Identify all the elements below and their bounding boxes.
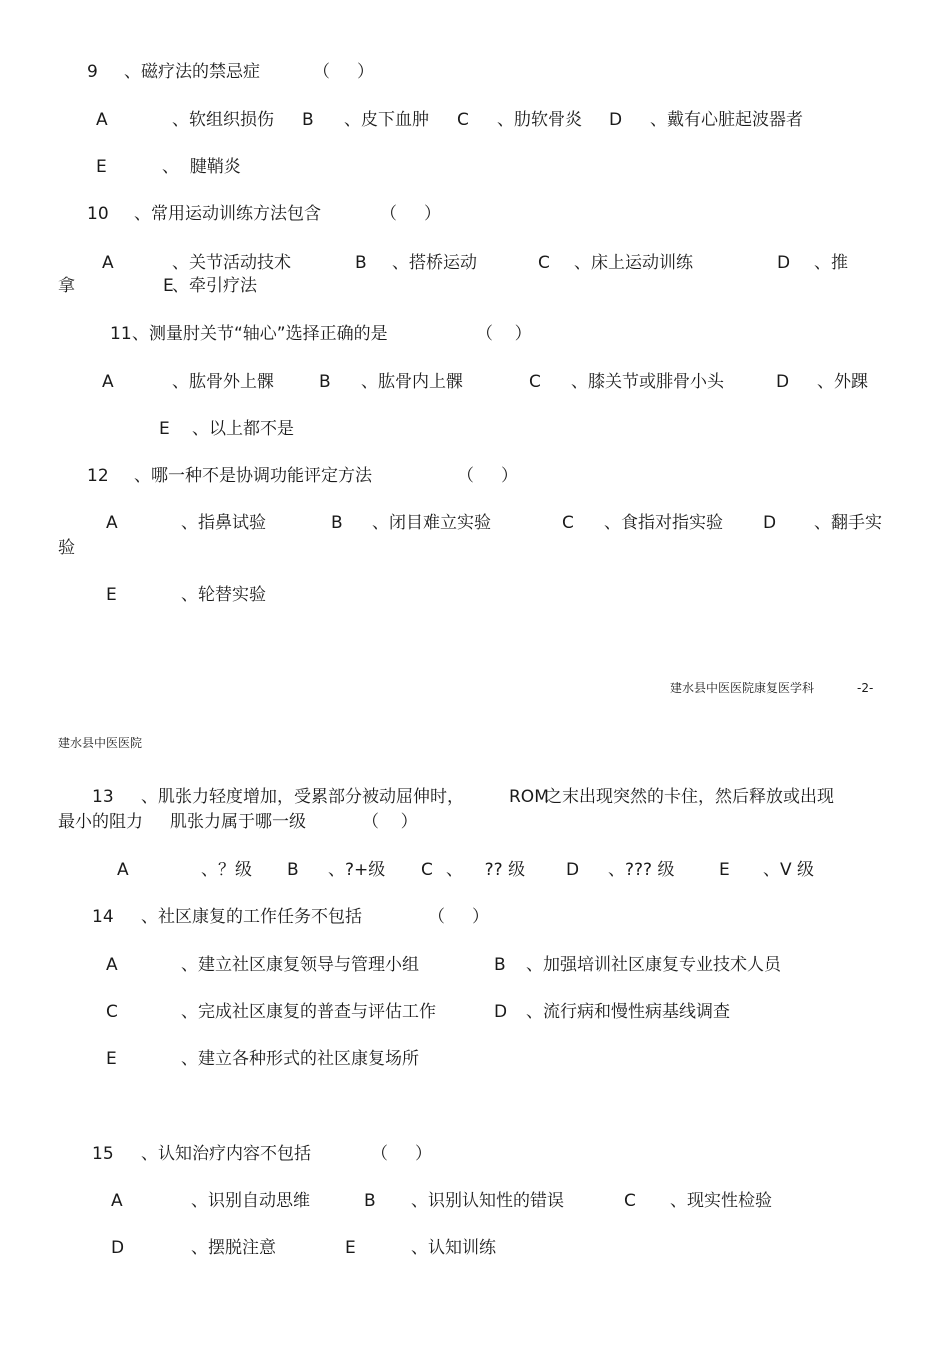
option-e-text: 、建立各种形式的社区康复场所	[181, 1049, 419, 1069]
option-a-text: 、？级	[201, 860, 252, 880]
question-number: 9	[87, 62, 98, 82]
option-e-letter: E	[163, 276, 174, 296]
option-b-letter: B	[319, 372, 331, 392]
option-c-text: 、 ?? 级	[446, 860, 526, 880]
page-header-text: 建水县中医医院	[58, 736, 143, 750]
option-e-letter: E	[345, 1238, 356, 1258]
option-d-text: 、外踝	[817, 372, 868, 392]
option-a-letter: A	[117, 860, 129, 880]
option-a-letter: A	[106, 513, 118, 533]
option-b-text: 、加强培训社区康复专业技术人员	[526, 955, 781, 975]
answer-parentheses: （ ）	[428, 907, 490, 927]
option-d-text: 、??? 级	[608, 860, 675, 880]
option-b-text: 、搭桥运动	[392, 253, 477, 273]
option-b-text: 、闭目难立实验	[372, 513, 491, 533]
question-stem: 、测量肘关节“轴心”选择正确的是	[132, 324, 388, 344]
option-d-text: 、翻手实	[814, 513, 882, 533]
option-d-text: 、摆脱注意	[191, 1238, 276, 1258]
option-a-letter: A	[102, 372, 114, 392]
option-b-text: 、?+级	[328, 860, 386, 880]
option-d-letter: D	[763, 513, 777, 533]
option-d-text-continued: 拿	[58, 276, 75, 296]
option-c-letter: C	[529, 372, 541, 392]
option-d-text: 、戴有心脏起波器者	[650, 110, 803, 130]
option-c-letter: C	[106, 1002, 118, 1022]
option-a-text: 、指鼻试验	[181, 513, 266, 533]
option-c-text: 、肋软骨炎	[497, 110, 582, 130]
option-e-text: 、认知训练	[411, 1238, 496, 1258]
option-b-letter: B	[494, 955, 506, 975]
option-a-letter: A	[106, 955, 118, 975]
option-c-letter: C	[421, 860, 433, 880]
option-b-text: 、识别认知性的错误	[411, 1191, 564, 1211]
option-a-text: 、识别自动思维	[191, 1191, 310, 1211]
option-d-letter: D	[777, 253, 791, 273]
option-a-text: 、建立社区康复领导与管理小组	[181, 955, 419, 975]
option-d-text-continued: 验	[58, 538, 75, 558]
option-e-letter: E	[719, 860, 730, 880]
option-e-text: 、轮替实验	[181, 585, 266, 605]
option-e-text: 、牵引疗法	[172, 276, 257, 296]
option-c-text: 、食指对指实验	[604, 513, 723, 533]
option-a-text: 、软组织损伤	[172, 110, 274, 130]
option-a-letter: A	[102, 253, 114, 273]
option-e-letter: E	[106, 1049, 117, 1069]
question-stem: 、肌张力轻度增加，受累部分被动屈伸时，	[141, 787, 464, 807]
option-e-letter: E	[106, 585, 117, 605]
option-a-text: 、肱骨外上髁	[172, 372, 274, 392]
option-d-text: 、推	[814, 253, 848, 273]
option-e-text: 、 腱鞘炎	[162, 157, 241, 177]
option-c-letter: C	[562, 513, 574, 533]
option-d-text: 、流行病和慢性病基线调查	[526, 1002, 730, 1022]
option-e-text: 、V 级	[763, 860, 815, 880]
option-d-letter: D	[609, 110, 623, 130]
option-b-letter: B	[355, 253, 367, 273]
question-stem-continued: 之末出现突然的卡住，然后释放或出现	[545, 787, 834, 807]
option-b-letter: B	[364, 1191, 376, 1211]
question-stem-line-2: 最小的阻力 肌张力属于哪一级	[58, 812, 307, 832]
option-c-text: 、现实性检验	[670, 1191, 772, 1211]
answer-parentheses: （ ）	[371, 1144, 433, 1164]
option-e-letter: E	[96, 157, 107, 177]
answer-parentheses: （ ）	[362, 812, 418, 832]
option-c-letter: C	[457, 110, 469, 130]
answer-parentheses: （ ）	[380, 204, 442, 224]
option-b-letter: B	[331, 513, 343, 533]
question-number: 10	[87, 204, 109, 224]
question-number: 14	[92, 907, 114, 927]
question-stem: 、常用运动训练方法包含	[134, 204, 321, 224]
option-d-letter: D	[566, 860, 580, 880]
page-number: -2-	[857, 681, 874, 695]
option-d-letter: D	[494, 1002, 508, 1022]
option-b-letter: B	[287, 860, 299, 880]
option-c-letter: C	[538, 253, 550, 273]
option-e-letter: E	[159, 419, 170, 439]
question-number: 11	[110, 324, 132, 344]
question-number: 13	[92, 787, 114, 807]
option-b-letter: B	[302, 110, 314, 130]
rom-label: ROM	[509, 787, 549, 807]
option-e-text: 、以上都不是	[192, 419, 294, 439]
question-number: 15	[92, 1144, 114, 1164]
option-c-text: 、膝关节或腓骨小头	[571, 372, 724, 392]
question-stem: 、认知治疗内容不包括	[141, 1144, 311, 1164]
option-c-text: 、完成社区康复的普查与评估工作	[181, 1002, 436, 1022]
question-stem: 、哪一种不是协调功能评定方法	[134, 466, 372, 486]
page-footer-text: 建水县中医医院康复医学科	[670, 681, 815, 695]
question-number: 12	[87, 466, 109, 486]
answer-parentheses: （ ）	[476, 324, 532, 344]
option-c-text: 、床上运动训练	[574, 253, 693, 273]
option-b-text: 、肱骨内上髁	[361, 372, 463, 392]
option-a-letter: A	[96, 110, 108, 130]
answer-parentheses: （ ）	[457, 466, 519, 486]
option-c-letter: C	[624, 1191, 636, 1211]
question-stem: 、磁疗法的禁忌症	[124, 62, 260, 82]
option-d-letter: D	[776, 372, 790, 392]
option-d-letter: D	[111, 1238, 125, 1258]
question-stem: 、社区康复的工作任务不包括	[141, 907, 362, 927]
answer-parentheses: （ ）	[313, 62, 375, 82]
option-b-text: 、皮下血肿	[344, 110, 429, 130]
option-a-letter: A	[111, 1191, 123, 1211]
option-a-text: 、关节活动技术	[172, 253, 291, 273]
